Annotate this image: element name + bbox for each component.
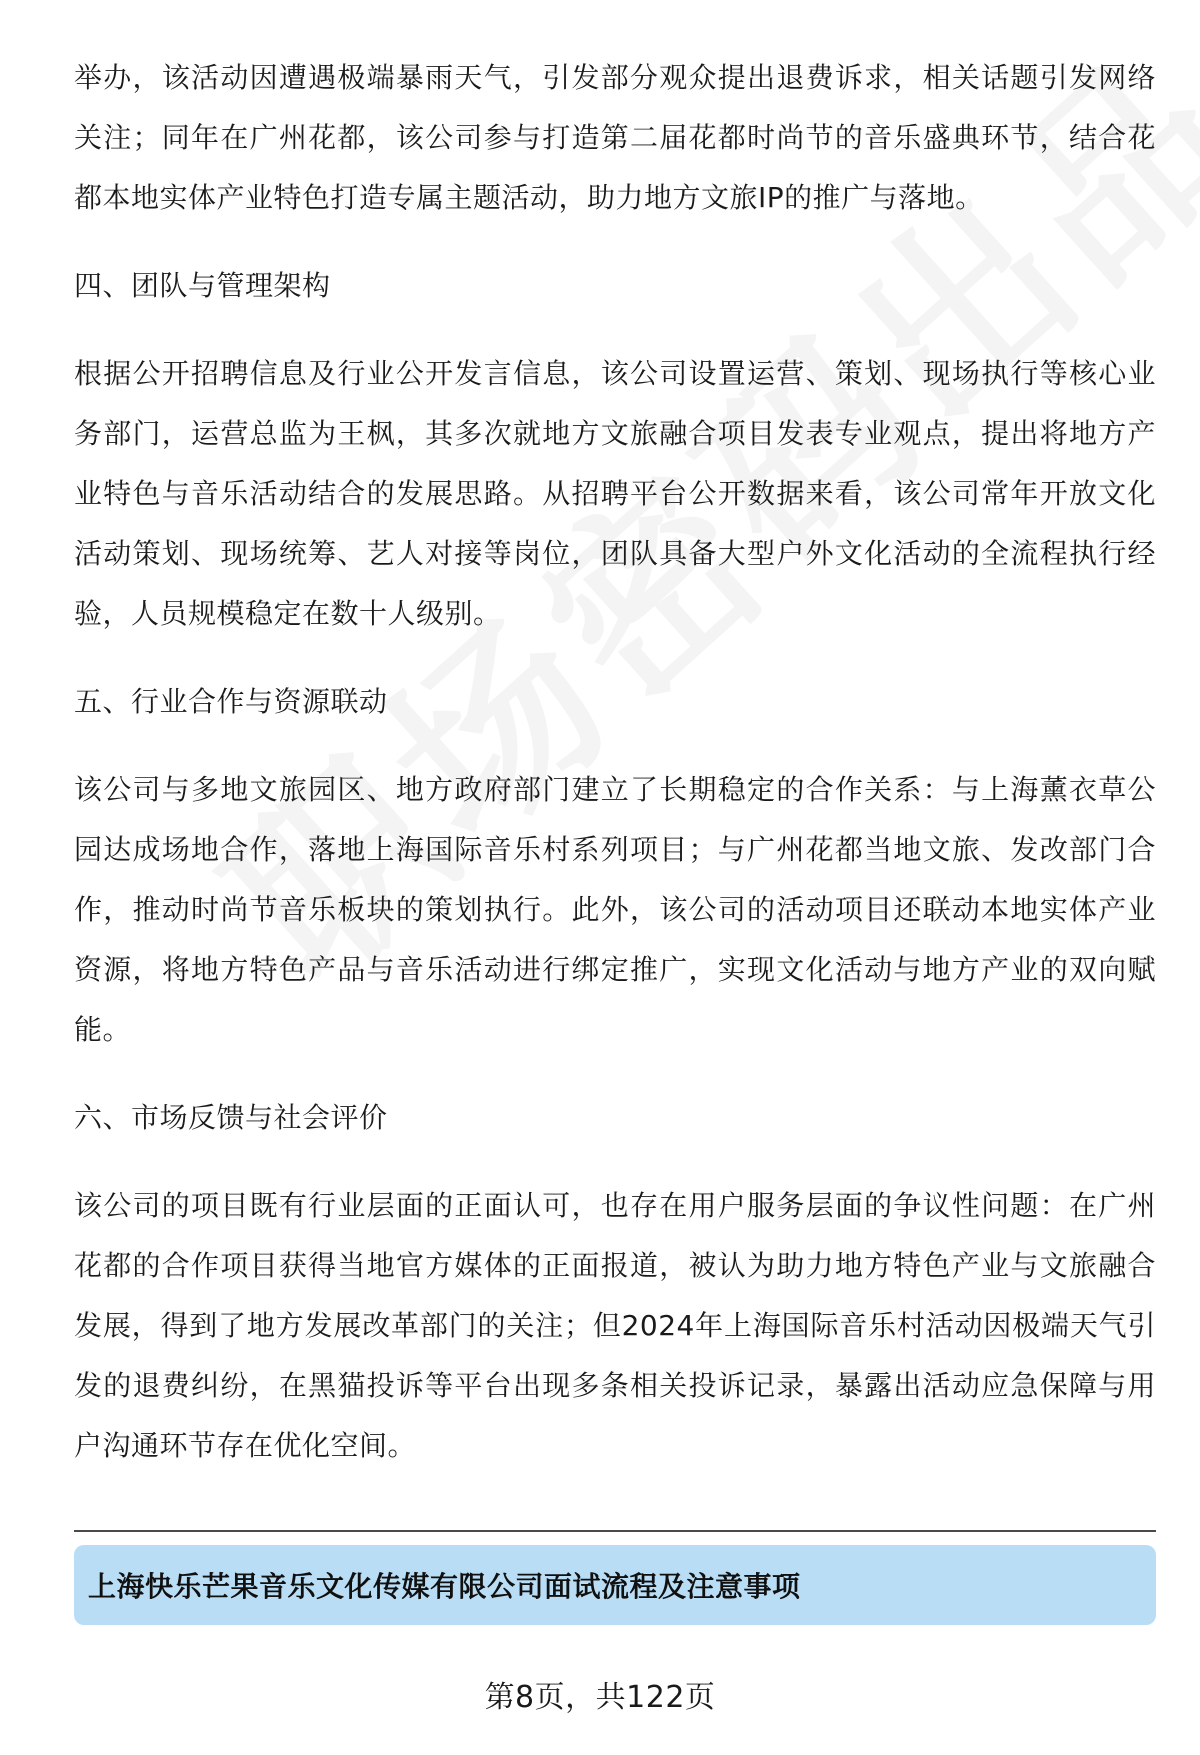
section-heading-cooperation: 五、行业合作与资源联动 [74,685,388,718]
section-heading-team: 四、团队与管理架构 [74,269,331,302]
paragraph-intro: 举办，该活动因遭遇极端暴雨天气，引发部分观众提出退费诉求，相关话题引发网络关注；同年在广州花都，该公司参与打造第二届花都时尚节的音乐盛典环节，结合花都本地实体产业特色打造专属主题活动，助力地方文旅IP的推广与落地。 [74,61,1156,214]
banner-title: 上海快乐芒果音乐文化传媒有限公司面试流程及注意事项 [88,1570,801,1603]
section-heading-feedback: 六、市场反馈与社会评价 [74,1101,388,1134]
document-body [74,48,1156,1476]
page-number: 第8页，共122页 [484,1680,716,1715]
section-divider [74,1530,1156,1532]
paragraph-team: 根据公开招聘信息及行业公开发言信息，该公司设置运营、策划、现场执行等核心业务部门，运营总监为王枫，其多次就地方文旅融合项目发表专业观点，提出将地方产业特色与音乐活动结合的发展思路。从招聘平台公开数据来看，该公司常年开放文化活动策划、现场统筹、艺人对接等岗位，团队具备大型户外文化活动的全流程执行经验，人员规模稳定在数十人级别。 [74,357,1156,630]
next-section-banner [74,1545,1156,1625]
paragraph-feedback: 该公司的项目既有行业层面的正面认可，也存在用户服务层面的争议性问题：在广州花都的合作项目获得当地官方媒体的正面报道，被认为助力地方特色产业与文旅融合发展，得到了地方发展改革部门的关注；但2024年上海国际音乐村活动因极端天气引发的退费纠纷，在黑猫投诉等平台出现多条相关投诉记录，暴露出活动应急保障与用户沟通环节存在优化空间。 [74,1189,1156,1462]
paragraph-cooperation: 该公司与多地文旅园区、地方政府部门建立了长期稳定的合作关系：与上海薰衣草公园达成场地合作，落地上海国际音乐村系列项目；与广州花都当地文旅、发改部门合作，推动时尚节音乐板块的策划执行。此外，该公司的活动项目还联动本地实体产业资源，将地方特色产品与音乐活动进行绑定推广，实现文化活动与地方产业的双向赋能。 [74,773,1156,1046]
